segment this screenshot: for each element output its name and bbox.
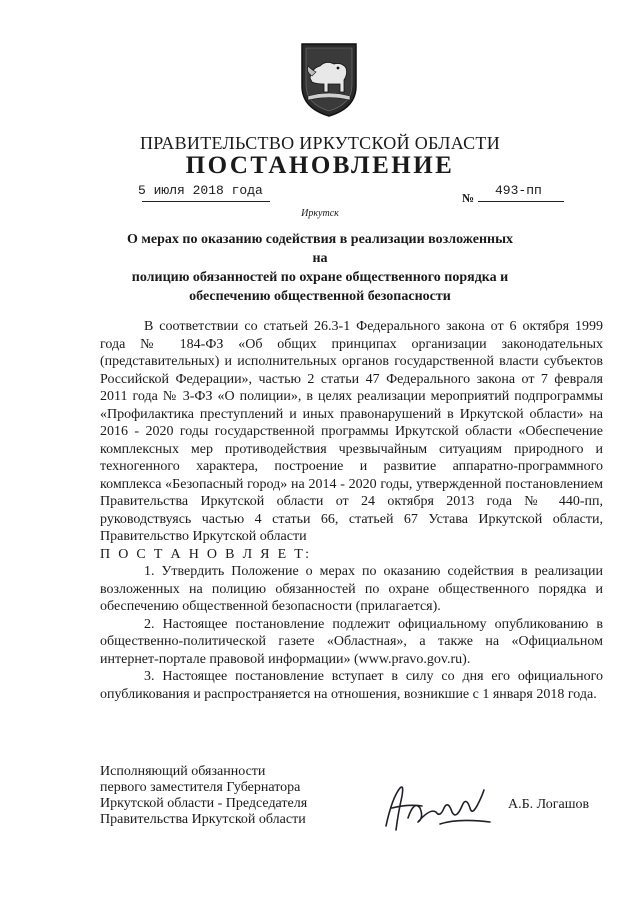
decree-word: П О С Т А Н О В Л Я Е Т: bbox=[100, 546, 312, 562]
document-number: 493-пп bbox=[495, 183, 542, 198]
document-date: 5 июля 2018 года bbox=[138, 183, 263, 198]
number-underline bbox=[478, 201, 564, 202]
signatory-line: первого заместителя Губернатора bbox=[100, 780, 301, 795]
decree-item-2: 2. Настоящее постановление подлежит официальному опубликованию в общественно-политической газете «Областная», а также на «Официальном интернет-портале правовой информации» (www.pravo.gov.ru). bbox=[100, 616, 603, 667]
coat-of-arms-icon bbox=[298, 38, 360, 118]
document-type-title: ПОСТАНОВЛЕНИЕ bbox=[185, 152, 455, 179]
document-subject bbox=[120, 230, 520, 306]
signatory-line: Правительства Иркутской области bbox=[100, 812, 306, 827]
subject-line: О мерах по оказанию содействия в реализации возложенных на bbox=[126, 232, 514, 266]
signatory-name: А.Б. Логашов bbox=[508, 797, 590, 812]
subject-line: обеспечению общественной безопасности bbox=[189, 289, 451, 304]
number-sign: № bbox=[462, 191, 475, 205]
document-body bbox=[100, 318, 603, 703]
date-underline bbox=[142, 201, 270, 202]
handwritten-signature-icon bbox=[378, 778, 498, 838]
signatory-position bbox=[100, 764, 307, 828]
preamble-paragraph: В соответствии со статьей 26.3-1 Федерального закона от 6 октября 1999 года № 184-ФЗ «Об общих принципах организации законодательных (представительных) и исполнительных органов государственной власти субъектов Российской Федерации», частью 2 статьи 47 Федерального закона от 7 февраля 2011 года № 3-ФЗ «О полиции», в целях реализации мероприятий подпрограммы «Профилактика преступлений и иных правонарушений в Иркутской области» на 2016 - 2020 годы государственной программы Иркутской области «Обеспечение комплексных мер противодействия чрезвычайным ситуациям природного и техногенного характера, построение и развитие аппаратно-программного комплекса «Безопасный город» на 2014 - 2020 годы, утвержденной постановлением Правительства Иркутской области от 24 октября 2013 года № 440-пп, руководствуясь частью 4 статьи 66, статьей 67 Устава Иркутской области, Правительство Иркутской области bbox=[100, 319, 603, 544]
subject-line: полицию обязанностей по охране общественного порядка и bbox=[131, 270, 509, 285]
signatory-line: Исполняющий обязанности bbox=[100, 764, 266, 779]
signatory-line: Иркутской области - Председателя bbox=[100, 796, 308, 811]
government-name: ПРАВИТЕЛЬСТВО ИРКУТСКОЙ ОБЛАСТИ bbox=[139, 133, 501, 153]
decree-item-3: 3. Настоящее постановление вступает в силу со дня его официального опубликования и распространяется на отношения, возникшие с 1 января 2018 года. bbox=[100, 669, 603, 702]
decree-item-1: 1. Утвердить Положение о мерах по оказанию содействия в реализации возложенных на полицию обязанностей по охране общественного порядка и обеспечению общественной безопасности (прилагается). bbox=[100, 564, 603, 614]
city-name: Иркутск bbox=[301, 208, 339, 219]
